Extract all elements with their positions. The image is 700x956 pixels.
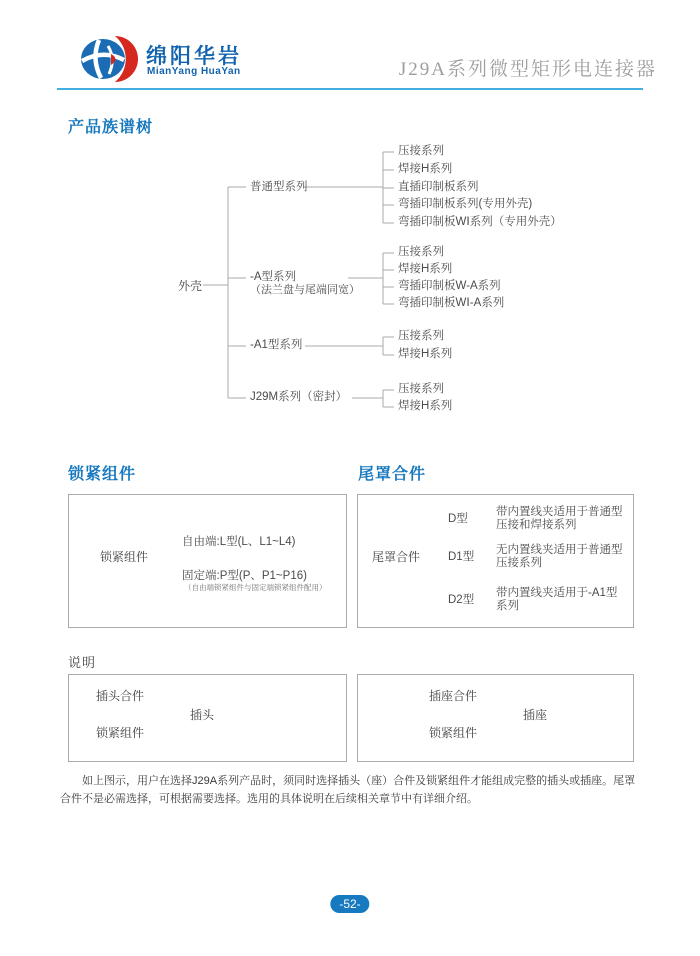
tree-branch-label: -A1型系列 — [250, 339, 303, 351]
tree-branch-sublabel: （法兰盘与尾端同宽） — [250, 284, 360, 296]
header-divider — [57, 88, 643, 90]
tree-leaf-label: 弯插印制板系列(专用外壳) — [398, 198, 533, 210]
company-name-en: MianYang HuaYan — [147, 66, 241, 77]
tail-cover-type-desc: 系列 — [496, 600, 519, 612]
tail-cover-type-desc: 带内置线夹适用于-A1型 — [496, 587, 618, 599]
tree-leaf-label: 焊接H系列 — [398, 263, 453, 275]
tree-leaf-label: 直插印制板系列 — [398, 181, 479, 193]
notes-section-title: 说明 — [68, 655, 97, 670]
tail-cover-type-desc: 无内置线夹适用于普通型 — [496, 544, 623, 556]
tree-leaf-label: 弯插印制板WⅠ系列（专用外壳） — [398, 216, 562, 228]
tail-cover-type-label: D型 — [448, 513, 468, 525]
company-name-cn: 绵阳华岩 — [146, 45, 242, 68]
locking-pairing-note: （自由端锁紧组件与固定端锁紧组件配用） — [184, 583, 327, 592]
company-logo-icon — [78, 34, 142, 84]
locking-section-title: 锁紧组件 — [68, 466, 137, 483]
tree-branch-label: J29M系列（密封） — [250, 391, 348, 403]
tree-leaf-label: 压接系列 — [398, 145, 444, 157]
socket-part-label: 插座合件 — [429, 689, 478, 703]
tail-cover-type-desc: 压接和焊接系列 — [496, 519, 577, 531]
tree-leaf-label: 弯插印制板W-A系列 — [398, 280, 501, 292]
locking-root-label: 锁紧组件 — [100, 550, 149, 564]
plug-result-label: 插头 — [190, 708, 215, 722]
locking-fixed-end-label: 固定端:P型(P、P1~P16) — [182, 570, 307, 582]
family-tree-title: 产品族谱树 — [68, 119, 154, 136]
plug-part-label: 锁紧组件 — [96, 726, 145, 740]
document-title: J29A系列微型矩形电连接器 — [398, 59, 657, 80]
logo-swirl-icon — [78, 34, 142, 84]
tree-leaf-label: 焊接H系列 — [398, 348, 453, 360]
tree-leaf-label: 压接系列 — [398, 246, 444, 258]
footer-paragraph: 如上图示，用户在选择J29A系列产品时，须同时选择插头（座）合件及锁紧组件才能组成完整的插头或插座。尾罩合件不是必需选择，可根据需要选择。选用的具体说明在后续相关章节中有详细介绍。 — [60, 775, 636, 805]
socket-part-label: 锁紧组件 — [429, 726, 478, 740]
plug-part-label: 插头合件 — [96, 689, 145, 703]
tree-branch-label: -A型系列 — [250, 271, 296, 283]
tail-cover-type-desc: 带内置线夹适用于普通型 — [496, 506, 623, 518]
tree-root-label: 外壳 — [178, 279, 203, 293]
tail-cover-section-title: 尾罩合件 — [358, 466, 427, 483]
socket-diagram-box — [357, 674, 634, 762]
tree-leaf-label: 焊接H系列 — [398, 163, 453, 175]
tail-cover-type-desc: 压接系列 — [496, 557, 542, 569]
locking-free-end-label: 自由端:L型(L、L1~L4) — [182, 536, 296, 548]
tree-leaf-label: 压接系列 — [398, 330, 444, 342]
tree-leaf-label: 弯插印制板WⅠ-A系列 — [398, 297, 505, 309]
tail-cover-type-label: D1型 — [448, 551, 475, 563]
tail-cover-type-label: D2型 — [448, 594, 475, 606]
tail-cover-root-label: 尾罩合件 — [372, 550, 421, 564]
tree-leaf-label: 焊接H系列 — [398, 400, 453, 412]
tree-leaf-label: 压接系列 — [398, 383, 444, 395]
tree-branch-label: 普通型系列 — [250, 181, 308, 193]
socket-result-label: 插座 — [523, 708, 548, 722]
page-number-badge: -52- — [330, 895, 369, 913]
